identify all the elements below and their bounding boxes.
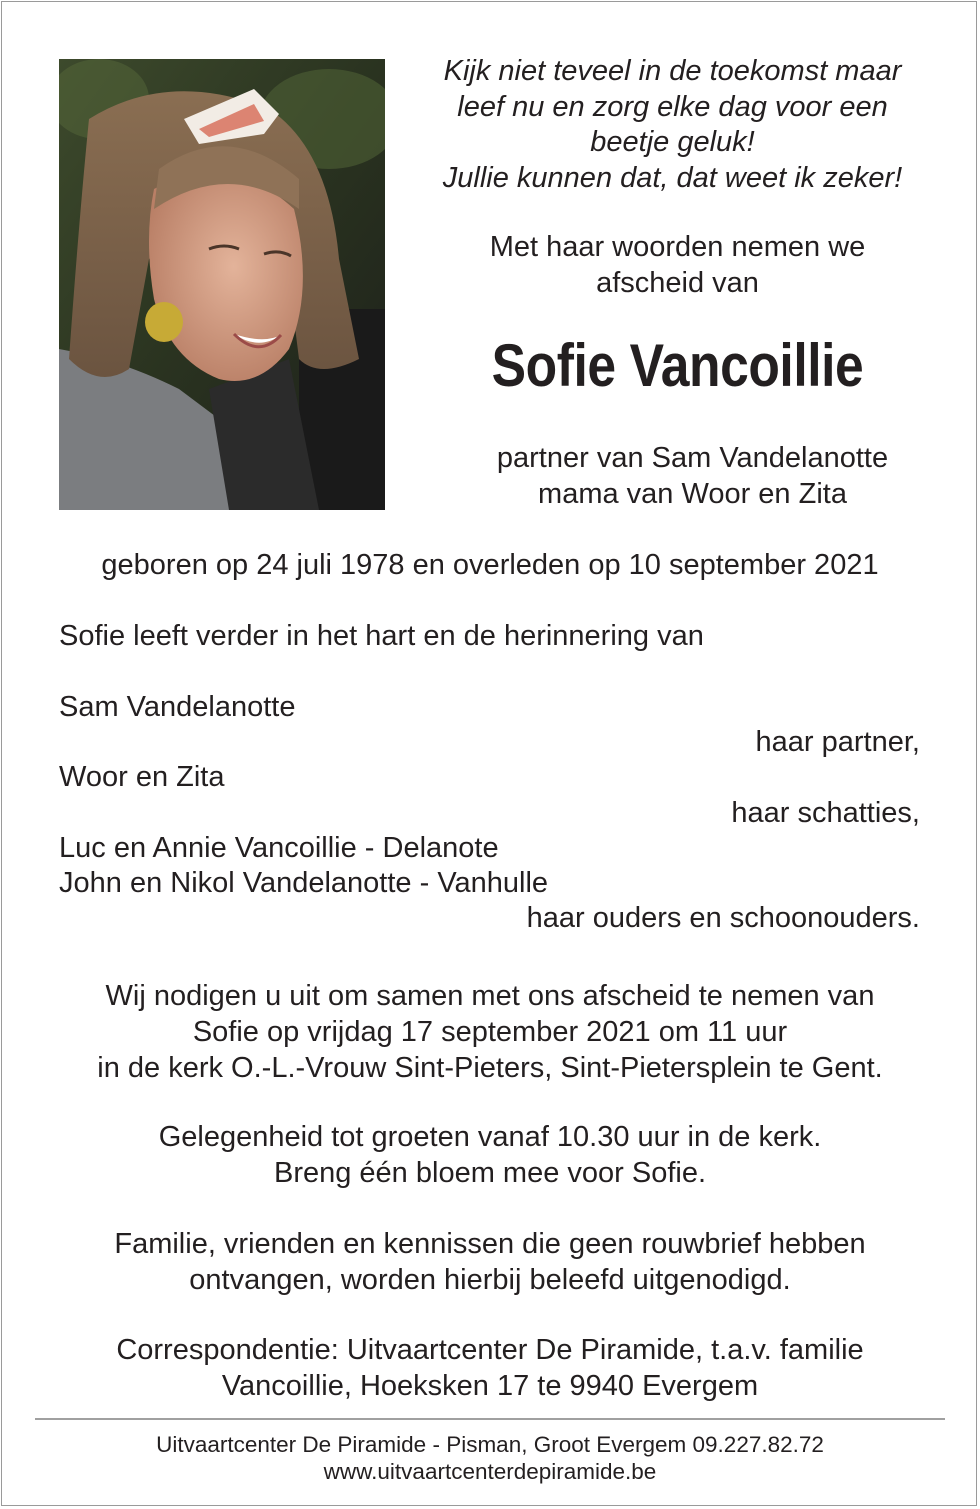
notice [0,1226,980,1298]
notice-line: ontvangen, worden hierbij beleefd uitgenodigd. [189,1264,791,1296]
relations [415,441,970,512]
family-children-role: haar schatties, [731,797,920,829]
notice-line: Familie, vrienden en kennissen die geen rouwbrief hebben [114,1228,866,1260]
footer-divider [35,1418,945,1420]
life-dates: geboren op 24 juli 1978 en overleden op 10 september 2021 [101,549,879,581]
intro-line: Met haar woorden nemen we [489,231,866,263]
correspondence-line: Correspondentie: Uitvaartcenter De Piramide, t.a.v. familie [116,1334,864,1366]
family-children-names: Woor en Zita [59,761,225,793]
correspondence-line: Vancoillie, Hoeksken 17 te 9940 Evergem [221,1370,759,1402]
greeting-info [0,1119,980,1191]
invitation-line: in de kerk O.-L.-Vrouw Sint-Pieters, Sint-Pietersplein te Gent. [97,1052,883,1084]
poem-line: leef nu en zorg elke dag voor een [457,90,888,123]
portrait-photo [59,59,385,510]
invitation-line: Sofie op vrijdag 17 september 2021 om 11 uur [192,1016,788,1048]
greeting-line: Gelegenheid tot groeten vanaf 10.30 uur in de kerk. [158,1121,822,1153]
family-parents-1: Luc en Annie Vancoillie - Delanote [59,832,499,864]
footer [0,1431,980,1485]
footer-website-link[interactable]: www.uitvaartcenterdepiramide.be [323,1459,657,1484]
poem-line: Kijk niet teveel in de toekomst maar [443,55,902,87]
family-parents-2: John en Nikol Vandelanotte - Vanhulle [59,867,549,899]
poem-line: beetje geluk! [590,126,755,158]
intro-text [400,230,955,301]
relation-line: partner van Sam Vandelanotte [496,442,889,474]
deceased-name: Sofie Vancoillie [491,332,864,399]
invitation [0,978,980,1086]
family-partner-name: Sam Vandelanotte [59,691,296,723]
intro-line: afscheid van [596,266,759,299]
memory-lead: Sofie leeft verder in het hart en de herinnering van [59,620,704,652]
family-partner-role: haar partner, [755,726,920,758]
correspondence [0,1332,980,1404]
invitation-line: Wij nodigen u uit om samen met ons afscheid te nemen van [105,980,875,1012]
relation-line: mama van Woor en Zita [538,477,847,510]
poem-line: Jullie kunnen dat, dat weet ik zeker! [442,161,903,194]
greeting-line: Breng één bloem mee voor Sofie. [273,1157,707,1189]
family-parents-role: haar ouders en schoonouders. [526,902,920,934]
footer-company: Uitvaartcenter De Piramide - Pisman, Groot Evergem 09.227.82.72 [156,1432,824,1457]
poem [400,54,945,196]
